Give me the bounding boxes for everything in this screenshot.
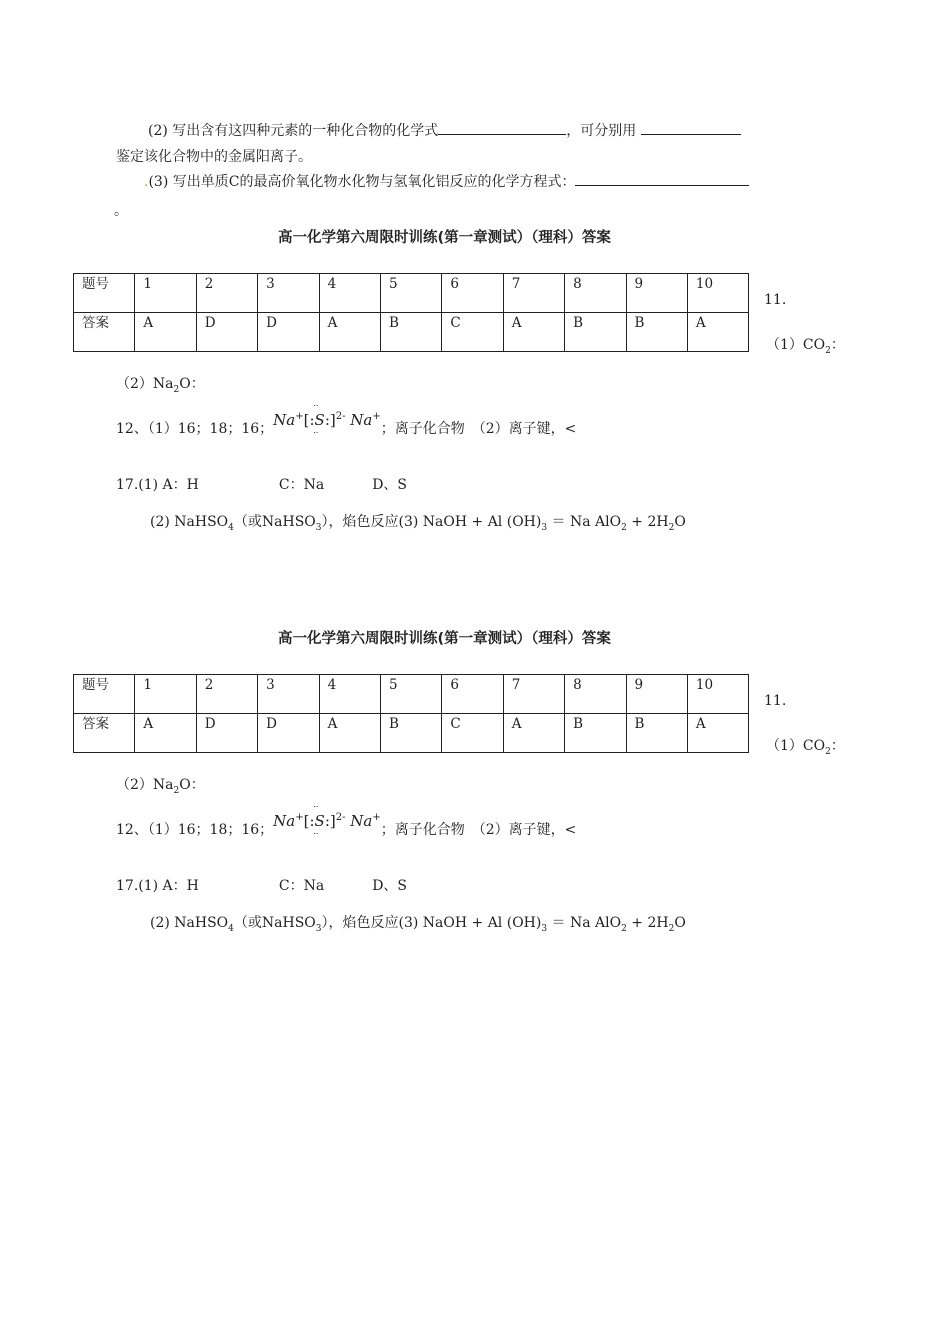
q11-part1-text: （1）CO: [766, 738, 826, 754]
question-3-line: [144, 171, 749, 191]
q17-text: O: [674, 514, 686, 530]
q17-c: C：Na: [278, 878, 325, 894]
answer-cell: B: [380, 313, 441, 352]
q17-d: D、S: [372, 477, 408, 493]
question-number: 2: [196, 274, 257, 313]
subscript: 2: [668, 923, 675, 934]
q11-part2: [116, 373, 205, 395]
question-number: 5: [380, 675, 441, 714]
formula-part: Na: [273, 411, 296, 429]
q17-part2: [150, 912, 686, 934]
question-number: 2: [196, 675, 257, 714]
answer-cell: A: [687, 714, 748, 753]
formula-part: [:: [303, 812, 315, 830]
subscript: 3: [315, 522, 322, 533]
margin-mark: .: [144, 174, 149, 190]
answer-cell: A: [319, 313, 380, 352]
question-number: 10: [687, 675, 748, 714]
formula-part: +: [372, 411, 381, 422]
row-label: 答案: [74, 313, 135, 352]
answer-title: 高一化学第六周限时训练(第一章测试）（理科）答案: [278, 631, 611, 647]
question-number: 5: [380, 274, 441, 313]
q17-text: (2) NaHSO: [150, 915, 229, 931]
answer-cell: A: [503, 714, 564, 753]
q11-part2: [116, 774, 205, 796]
formula-part: +: [295, 411, 304, 422]
q17-c: C：Na: [278, 477, 325, 493]
question-3-text: (3) 写出单质C的最高价氧化物水化物与氢氧化铝反应的化学方程式：: [148, 174, 576, 190]
q11-part2-text: （2）Na: [116, 376, 174, 392]
end-mark: 。: [114, 203, 128, 219]
q17-part1: [116, 875, 407, 895]
answer-cell: C: [442, 313, 503, 352]
question-number: 4: [319, 675, 380, 714]
q11-part1-end: ：: [830, 337, 845, 353]
q17-d: D、S: [372, 878, 408, 894]
question-2-text: (2) 写出含有这四种元素的一种化合物的化学式: [148, 123, 439, 139]
row-label: 题号: [74, 675, 135, 714]
answer-cell: B: [626, 714, 687, 753]
q12-text-b: ；离子化合物 （2）离子键，<: [380, 421, 577, 437]
q17-text: ＝ Na AlO: [547, 915, 622, 931]
question-number: 3: [258, 675, 319, 714]
subscript: 2: [621, 923, 627, 934]
q12-line: [116, 411, 577, 438]
q17-text: O: [674, 915, 686, 931]
question-2-text-b: ，可分别用: [566, 123, 637, 139]
question-number: 7: [503, 675, 564, 714]
question-number: 1: [135, 274, 196, 313]
subscript: 2: [621, 522, 627, 533]
q11-label: 11.: [764, 292, 787, 308]
q12-text: 12、（1）16；18；16；: [116, 421, 274, 437]
table-row: [74, 274, 749, 313]
answer-blank: [438, 120, 566, 135]
formula-part: :]: [324, 812, 336, 830]
answer-cell: A: [135, 714, 196, 753]
q17-text: ），焰色反应(3) NaOH + Al (OH): [321, 915, 542, 931]
q17-text: （或NaHSO: [233, 514, 316, 530]
formula-part: [:: [303, 411, 315, 429]
formula-part: +: [372, 812, 381, 823]
q17-text: (2) NaHSO: [150, 514, 229, 530]
na2s-formula: [273, 411, 381, 429]
answer-cell: D: [196, 313, 257, 352]
answer-cell: D: [196, 714, 257, 753]
subscript: 2: [173, 785, 180, 796]
q17-a: 17.(1) A：H: [116, 477, 199, 493]
q17-text: + 2H: [626, 514, 669, 530]
subscript: 3: [541, 522, 548, 533]
q11-part2-text: （2）Na: [116, 777, 174, 793]
q17-text: ），焰色反应(3) NaOH + Al (OH): [321, 514, 542, 530]
formula-part: : S :: [315, 411, 325, 429]
question-number: 4: [319, 274, 380, 313]
q11-part2-end: O：: [179, 376, 205, 392]
answer-cell: A: [319, 714, 380, 753]
question-2-line: [148, 120, 741, 140]
answer-blank: [575, 171, 749, 186]
q17-a: 17.(1) A：H: [116, 878, 199, 894]
row-label: 答案: [74, 714, 135, 753]
formula-part: :]: [324, 411, 336, 429]
q17-part1: [116, 474, 407, 494]
q17-part2: [150, 511, 686, 533]
q12-text: 12、（1）16；18；16；: [116, 822, 274, 838]
answer-cell: B: [626, 313, 687, 352]
table-row: [74, 313, 749, 352]
na2s-formula: [273, 812, 381, 830]
q11-part1-text: （1）CO: [766, 337, 826, 353]
subscript: 4: [228, 923, 234, 934]
question-number: 1: [135, 675, 196, 714]
subscript: 3: [315, 923, 322, 934]
question-number: 7: [503, 274, 564, 313]
subscript: 3: [541, 923, 548, 934]
answer-cell: B: [565, 714, 626, 753]
subscript: 2: [825, 746, 831, 757]
question-number: 6: [442, 675, 503, 714]
q11-part1: [766, 735, 845, 757]
q11-part1-end: ：: [830, 738, 845, 754]
formula-part: 2-: [335, 812, 346, 823]
row-label: 题号: [74, 274, 135, 313]
question-number: 8: [565, 675, 626, 714]
answer-table: [73, 674, 749, 753]
formula-part: Na: [350, 411, 373, 429]
q11-part2-end: O：: [179, 777, 205, 793]
subscript: 2: [173, 384, 180, 395]
answer-title: 高一化学第六周限时训练(第一章测试）（理科）答案: [278, 230, 611, 246]
q17-text: （或NaHSO: [233, 915, 316, 931]
question-number: 9: [626, 274, 687, 313]
formula-part: 2-: [335, 411, 346, 422]
answer-cell: B: [565, 313, 626, 352]
answer-cell: A: [503, 313, 564, 352]
table-row: [74, 675, 749, 714]
subscript: 2: [668, 522, 675, 533]
answer-blank: [641, 120, 741, 135]
q11-label: 11.: [764, 693, 787, 709]
answer-cell: B: [380, 714, 441, 753]
q17-text: + 2H: [626, 915, 669, 931]
question-number: 3: [258, 274, 319, 313]
formula-part: Na: [350, 812, 373, 830]
answer-cell: D: [258, 714, 319, 753]
question-number: 6: [442, 274, 503, 313]
q12-line: [116, 812, 577, 839]
answer-cell: C: [442, 714, 503, 753]
subscript: 2: [825, 345, 831, 356]
q11-part1: [766, 334, 845, 356]
question-number: 9: [626, 675, 687, 714]
q17-text: ＝ Na AlO: [547, 514, 622, 530]
answer-cell: A: [135, 313, 196, 352]
table-row: [74, 714, 749, 753]
formula-part: Na: [273, 812, 296, 830]
formula-part: +: [295, 812, 304, 823]
answer-table: [73, 273, 749, 352]
answer-cell: A: [687, 313, 748, 352]
formula-part: : S :: [315, 812, 325, 830]
q12-text-b: ；离子化合物 （2）离子键，<: [380, 822, 577, 838]
subscript: 4: [228, 522, 234, 533]
answer-cell: D: [258, 313, 319, 352]
question-number: 10: [687, 274, 748, 313]
question-2-continuation: 鉴定该化合物中的金属阳离子。: [116, 149, 312, 165]
question-number: 8: [565, 274, 626, 313]
